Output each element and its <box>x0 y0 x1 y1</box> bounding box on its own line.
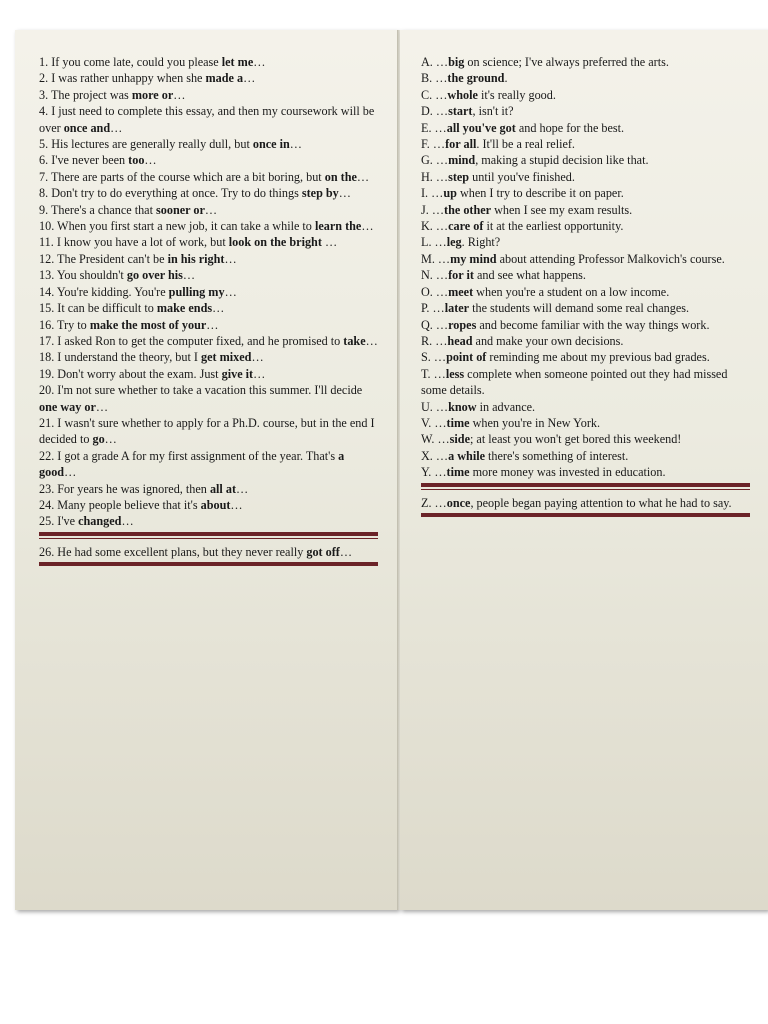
list-item: O. …meet when you're a student on a low income. <box>421 284 670 299</box>
list-item: I. …up when I try to describe it on paper. <box>421 186 624 201</box>
list-item: 21. I wasn't sure whether to apply for a Ph.D. course, but in the end I decided to go… <box>39 415 375 447</box>
list-item: 1. If you come late, could you please let me… <box>39 55 266 69</box>
list-item-last: Z. …once, people began paying attention to what he had to say. <box>421 495 732 510</box>
list-item: C. …whole it's really good. <box>421 87 556 102</box>
list-item: 4. I just need to complete this essay, and then my coursework will be over once and… <box>39 104 375 135</box>
list-item: 9. There's a chance that sooner or… <box>39 202 218 217</box>
list-item: T. …less complete when someone pointed out they had missed some details. <box>421 366 728 398</box>
list-item: 16. Try to make the most of your… <box>39 317 219 332</box>
list-item: W. …side; at least you won't get bored this weekend! <box>421 432 682 447</box>
list-item: P. …later the students will demand some real changes. <box>421 301 690 316</box>
list-item: N. …for it and see what happens. <box>421 268 586 283</box>
divider-rule <box>421 483 750 487</box>
list-item: 7. There are parts of the course which are a bit boring, but on the… <box>39 169 370 184</box>
list-item: 19. Don't worry about the exam. Just give it… <box>39 366 266 381</box>
list-item: 24. Many people believe that it's about… <box>39 497 243 512</box>
list-item: Y. …time more money was invested in education. <box>421 465 666 480</box>
list-item: 22. I got a grade A for my first assignment of the year. That's a good… <box>39 448 345 480</box>
list-item: 11. I know you have a lot of work, but look on the bright … <box>39 235 338 250</box>
list-item: V. …time when you're in New York. <box>421 415 601 430</box>
list-item: B. …the ground. <box>421 71 508 86</box>
list-item: Q. …ropes and become familiar with the way things work. <box>421 317 710 332</box>
list-item: H. …step until you've finished. <box>421 169 575 184</box>
list-item: U. …know in advance. <box>421 399 536 414</box>
bottom-rule <box>39 562 378 566</box>
list-item: 3. The project was more or… <box>39 87 186 102</box>
list-item: 2. I was rather unhappy when she made a… <box>39 71 256 86</box>
list-item: 14. You're kidding. You're pulling my… <box>39 284 237 299</box>
list-item: D. …start, isn't it? <box>421 104 514 119</box>
list-item: 13. You shouldn't go over his… <box>39 268 196 283</box>
list-item: 8. Don't try to do everything at once. Try to do things step by… <box>39 186 351 201</box>
list-item: X. …a while there's something of interest. <box>421 448 629 463</box>
list-item: K. …care of it at the earliest opportunity. <box>421 219 624 234</box>
sentence-starts-list <box>39 54 378 530</box>
divider-rule-thin <box>39 538 378 539</box>
sentence-endings-panel <box>400 30 768 910</box>
list-item: M. …my mind about attending Professor Malkovich's course. <box>421 251 725 266</box>
list-item: R. …head and make your own decisions. <box>421 333 624 348</box>
list-item: F. …for all. It'll be a real relief. <box>421 137 575 152</box>
list-item: E. …all you've got and hope for the best. <box>421 120 625 135</box>
sentence-endings-list <box>421 54 750 481</box>
list-item: J. …the other when I see my exam results. <box>421 202 633 217</box>
list-item: S. …point of reminding me about my previous bad grades. <box>421 350 710 365</box>
list-item: L. …leg. Right? <box>421 235 501 250</box>
list-item: G. …mind, making a stupid decision like that. <box>421 153 649 168</box>
list-item: 15. It can be difficult to make ends… <box>39 301 225 316</box>
bottom-rule <box>421 513 750 517</box>
sentence-starts-panel <box>15 30 398 910</box>
list-item: 12. The President can't be in his right… <box>39 251 237 266</box>
list-item: 18. I understand the theory, but I get mixed… <box>39 350 264 365</box>
divider-rule <box>39 532 378 536</box>
list-item: A. …big on science; I've always preferred the arts. <box>421 55 669 69</box>
list-item: 17. I asked Ron to get the computer fixed, and he promised to take… <box>39 333 378 348</box>
divider-rule-thin <box>421 489 750 490</box>
list-item: 10. When you first start a new job, it can take a while to learn the… <box>39 219 374 234</box>
list-item: 5. His lectures are generally really dull, but once in… <box>39 137 302 152</box>
list-item: 20. I'm not sure whether to take a vacation this summer. I'll decide one way or… <box>39 383 363 414</box>
list-item: 23. For years he was ignored, then all at… <box>39 481 249 496</box>
list-item-last: 26. He had some excellent plans, but they never really got off… <box>39 544 353 559</box>
list-item: 6. I've never been too… <box>39 153 157 168</box>
list-item: 25. I've changed… <box>39 514 134 529</box>
